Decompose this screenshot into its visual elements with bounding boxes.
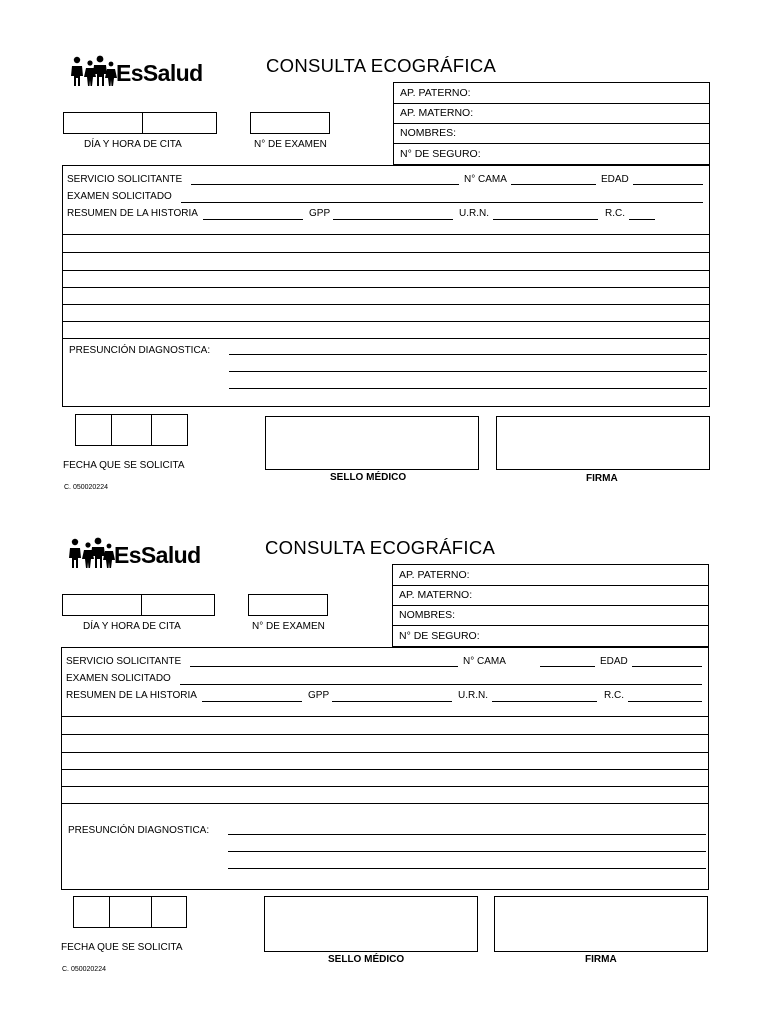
fecha-box-3[interactable] bbox=[151, 896, 187, 928]
sello-label: SELLO MÉDICO bbox=[330, 472, 407, 483]
time-box[interactable] bbox=[141, 594, 215, 616]
urn-label: U.R.N. bbox=[459, 208, 489, 219]
seguro-label: N° DE SEGURO: bbox=[400, 148, 481, 160]
exam-number-box[interactable] bbox=[250, 112, 330, 134]
family-figures-icon bbox=[70, 54, 118, 88]
date-box[interactable] bbox=[63, 112, 143, 134]
history-line bbox=[63, 287, 709, 288]
fecha-box-1[interactable] bbox=[73, 896, 110, 928]
date-box[interactable] bbox=[62, 594, 142, 616]
exam-number-box[interactable] bbox=[248, 594, 328, 616]
firma-box[interactable] bbox=[494, 896, 708, 952]
cama-label: N° CAMA bbox=[464, 174, 507, 185]
examen-label: EXAMEN SOLICITADO bbox=[66, 673, 171, 684]
logo-text: EsSalud bbox=[116, 60, 203, 86]
nombres-label: NOMBRES: bbox=[399, 609, 456, 621]
essalud-logo bbox=[70, 54, 205, 88]
history-line bbox=[63, 234, 709, 235]
history-line bbox=[62, 803, 708, 804]
cama-label: N° CAMA bbox=[463, 656, 506, 667]
patient-info-box bbox=[392, 564, 709, 647]
ap-paterno-label: AP. PATERNO: bbox=[399, 569, 470, 581]
presuncion-label: PRESUNCIÓN DIAGNOSTICA: bbox=[69, 345, 211, 356]
essalud-logo bbox=[68, 536, 203, 570]
history-line bbox=[62, 786, 708, 787]
exam-number-label: N° DE EXAMEN bbox=[252, 621, 325, 632]
rc-label: R.C. bbox=[605, 208, 625, 219]
form-code: C. 050020224 bbox=[62, 966, 106, 973]
ap-materno-label: AP. MATERNO: bbox=[400, 107, 474, 119]
sello-label: SELLO MÉDICO bbox=[328, 954, 405, 965]
clinical-info-box bbox=[61, 647, 709, 890]
rc-label: R.C. bbox=[604, 690, 624, 701]
resumen-label: RESUMEN DE LA HISTORIA bbox=[67, 208, 198, 219]
ap-materno-label: AP. MATERNO: bbox=[399, 589, 473, 601]
history-line bbox=[63, 304, 709, 305]
history-line bbox=[63, 338, 709, 339]
form-title: CONSULTA ECOGRÁFICA bbox=[266, 55, 497, 76]
fecha-box-2[interactable] bbox=[109, 896, 152, 928]
firma-label: FIRMA bbox=[585, 954, 617, 965]
seguro-label: N° DE SEGURO: bbox=[399, 630, 480, 642]
fecha-box-2[interactable] bbox=[111, 414, 152, 446]
history-line bbox=[62, 716, 708, 717]
form-code: C. 050020224 bbox=[64, 484, 108, 491]
form-top bbox=[0, 0, 768, 490]
urn-label: U.R.N. bbox=[458, 690, 488, 701]
history-line bbox=[63, 252, 709, 253]
history-line bbox=[62, 734, 708, 735]
firma-box[interactable] bbox=[496, 416, 710, 470]
history-line bbox=[63, 321, 709, 322]
firma-label: FIRMA bbox=[586, 473, 618, 484]
form-title: CONSULTA ECOGRÁFICA bbox=[265, 537, 496, 558]
sello-box[interactable] bbox=[264, 896, 478, 952]
edad-label: EDAD bbox=[601, 174, 629, 185]
logo-text: EsSalud bbox=[114, 542, 201, 568]
family-figures-icon bbox=[68, 536, 116, 570]
ap-paterno-label: AP. PATERNO: bbox=[400, 87, 471, 99]
sello-box[interactable] bbox=[265, 416, 479, 470]
gpp-label: GPP bbox=[309, 208, 331, 219]
history-line bbox=[62, 752, 708, 753]
date-time-label: DÍA Y HORA DE CITA bbox=[84, 139, 182, 150]
fecha-box-3[interactable] bbox=[151, 414, 188, 446]
time-box[interactable] bbox=[142, 112, 217, 134]
form-bottom bbox=[0, 482, 768, 972]
exam-number-label: N° DE EXAMEN bbox=[254, 139, 327, 150]
fecha-label: FECHA QUE SE SOLICITA bbox=[61, 942, 183, 953]
clinical-info-box bbox=[62, 165, 710, 407]
gpp-label: GPP bbox=[308, 690, 330, 701]
edad-label: EDAD bbox=[600, 656, 628, 667]
history-line bbox=[63, 270, 709, 271]
nombres-label: NOMBRES: bbox=[400, 127, 457, 139]
fecha-label: FECHA QUE SE SOLICITA bbox=[63, 460, 185, 471]
servicio-label: SERVICIO SOLICITANTE bbox=[67, 174, 183, 185]
servicio-label: SERVICIO SOLICITANTE bbox=[66, 656, 182, 667]
presuncion-label: PRESUNCIÓN DIAGNOSTICA: bbox=[68, 825, 210, 836]
resumen-label: RESUMEN DE LA HISTORIA bbox=[66, 690, 197, 701]
patient-info-box bbox=[393, 82, 710, 165]
fecha-box-1[interactable] bbox=[75, 414, 112, 446]
history-line bbox=[62, 769, 708, 770]
examen-label: EXAMEN SOLICITADO bbox=[67, 191, 172, 202]
date-time-label: DÍA Y HORA DE CITA bbox=[83, 621, 181, 632]
